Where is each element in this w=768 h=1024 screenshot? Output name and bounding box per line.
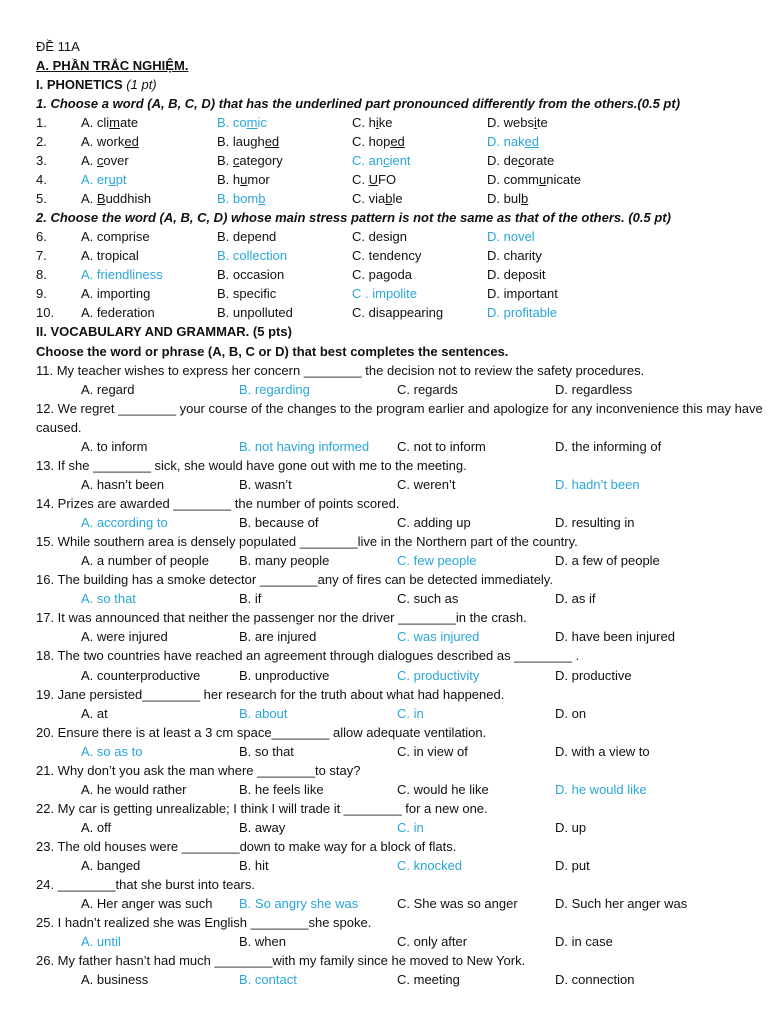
option-a — [81, 189, 151, 208]
underlined-part: b — [385, 191, 393, 207]
option-b — [217, 227, 276, 246]
answer-option: B. wasn’t — [239, 477, 292, 493]
phonetics-row — [36, 113, 766, 132]
answer-option: B. because of — [239, 515, 319, 531]
answer-option: D. a few of people — [555, 553, 660, 569]
answer-option: D. hadn’t been — [555, 477, 640, 493]
question-text: 19. Jane persisted________ her research for the truth about what had happened. — [36, 686, 505, 702]
underlined-part: m — [109, 115, 121, 131]
answer-option: C. in — [397, 705, 424, 721]
option-text-before: B. h — [217, 172, 241, 188]
option-text-before: D. novel — [487, 229, 535, 245]
option-text-before: A. importing — [81, 286, 151, 302]
options-row — [36, 742, 766, 761]
option-text-before: A. federation — [81, 305, 155, 321]
answer-option: C. not to inform — [397, 438, 486, 454]
answer-option: B. he feels like — [239, 781, 324, 797]
option-a — [81, 265, 163, 284]
option-text-before: C. disappearing — [352, 305, 444, 321]
answer-option: A. were injured — [81, 629, 168, 645]
question-text: 22. My car is getting unrealizable; I think I will trade it ________ for a new one. — [36, 800, 488, 816]
answer-option: A. hasn’t been — [81, 477, 165, 493]
option-text-before: D. webs — [487, 115, 534, 131]
option-text-before: D. nak — [487, 134, 525, 150]
option-text-before: D. charity — [487, 248, 542, 264]
answer-option: D. up — [555, 819, 587, 835]
answer-option: A. banged — [81, 857, 141, 873]
option-text-before: C. tendency — [352, 248, 422, 264]
option-c — [352, 246, 421, 265]
vocabulary-heading: II. VOCABULARY AND GRAMMAR. (5 pts) — [36, 324, 292, 340]
option-b — [217, 151, 283, 170]
answer-option: D. in case — [555, 934, 613, 950]
option-a — [81, 151, 129, 170]
underlined-part: i — [375, 115, 379, 131]
option-b — [217, 303, 293, 322]
question-text: 17. It was announced that neither the passenger nor the driver ________in the crash. — [36, 610, 527, 626]
phonetics-title: I. PHONETICS — [36, 77, 127, 93]
option-text-before: C. an — [352, 153, 384, 169]
underlined-part: b — [520, 191, 529, 207]
underlined-part: ed — [524, 134, 540, 150]
answer-option: C. She was so anger — [397, 896, 518, 912]
options-row — [36, 856, 766, 875]
option-b — [217, 246, 287, 265]
question-number: 5. — [36, 191, 47, 207]
option-d — [487, 227, 535, 246]
answer-option: A. according to — [81, 515, 168, 531]
answer-option: B. not having informed — [239, 438, 370, 454]
answer-option: D. productive — [555, 667, 632, 683]
answer-option: D. put — [555, 857, 590, 873]
underlined-part: c — [518, 153, 525, 169]
answer-option: A. regard — [81, 381, 135, 397]
option-text-before: A. tropical — [81, 248, 139, 264]
option-c — [352, 227, 407, 246]
option-b — [217, 170, 270, 189]
option-d — [487, 189, 528, 208]
question-text: 11. My teacher wishes to express her concern ________ the decision not to review the safety procedures. — [36, 362, 645, 378]
options-row — [36, 380, 766, 399]
phonetics-q1-instruction: 1. Choose a word (A, B, C, D) that has the underlined part pronounced differently from the others.(0.5 pt) — [36, 96, 681, 112]
question-number: 1. — [36, 115, 47, 131]
stress-rows — [36, 227, 766, 322]
question-number: 6. — [36, 229, 47, 245]
options-row — [36, 437, 766, 456]
part-a-title: A. PHẦN TRẮC NGHIỆM. — [36, 58, 189, 74]
underlined-part: m — [246, 115, 258, 131]
option-text-after: orate — [524, 153, 555, 169]
option-a — [81, 246, 139, 265]
phonetics-row — [36, 265, 766, 284]
underlined-part: ed — [390, 134, 405, 150]
option-c — [352, 284, 417, 303]
options-row — [36, 666, 766, 685]
option-text-before: D. deposit — [487, 267, 546, 283]
answer-option: C. productivity — [397, 667, 480, 683]
option-c — [352, 170, 396, 189]
answer-option: B. so that — [239, 743, 294, 759]
question-text: 12. We regret ________ your course of the changes to the program earlier and apologize for any inconvenience this may have caused. — [36, 400, 763, 435]
option-text-before: C. pagoda — [352, 267, 412, 283]
option-d — [487, 151, 554, 170]
option-a — [81, 227, 150, 246]
option-text-before: C. hop — [352, 134, 391, 150]
option-d — [487, 303, 557, 322]
option-text-before: C . impolite — [352, 286, 418, 302]
underlined-part: u — [240, 172, 248, 188]
underlined-part: b — [258, 191, 266, 207]
option-b — [217, 189, 265, 208]
option-text-before: D. important — [487, 286, 558, 302]
answer-option: B. about — [239, 705, 288, 721]
option-d — [487, 132, 539, 151]
option-text-before: A. friendliness — [81, 267, 163, 283]
answer-option: B. hit — [239, 857, 269, 873]
option-text-before: A. — [81, 153, 97, 169]
answer-option: C. only after — [397, 934, 468, 950]
options-row — [36, 475, 766, 494]
answer-option: B. So angry she was — [239, 896, 359, 912]
phonetics-row — [36, 151, 766, 170]
question-text: 24. ________that she burst into tears. — [36, 876, 255, 892]
option-b — [217, 265, 284, 284]
answer-option: A. off — [81, 819, 112, 835]
option-d — [487, 246, 542, 265]
answer-option: C. was injured — [397, 629, 480, 645]
options-row — [36, 627, 766, 646]
option-text-before: D. comm — [487, 172, 539, 188]
options-row — [36, 818, 766, 837]
option-text-before: D. bul — [487, 191, 521, 207]
underlined-part: c — [383, 153, 390, 169]
option-text-after: ate — [120, 115, 139, 131]
option-a — [81, 170, 127, 189]
option-text-before: B. bom — [217, 191, 259, 207]
options-row — [36, 970, 766, 989]
question-text: 18. The two countries have reached an agreement through dialogues described as ________ . — [36, 648, 580, 664]
option-c — [352, 132, 405, 151]
underlined-part: B — [96, 191, 106, 207]
phonetics-row — [36, 227, 766, 246]
options-row — [36, 932, 766, 951]
option-a — [81, 303, 155, 322]
option-b — [217, 113, 267, 132]
options-row — [36, 513, 766, 532]
answer-option: B. away — [239, 819, 286, 835]
answer-option: D. he would like — [555, 781, 647, 797]
answer-option: C. knocked — [397, 857, 463, 873]
option-text-before: D. de — [487, 153, 519, 169]
option-d — [487, 265, 546, 284]
option-c — [352, 113, 392, 132]
answer-option: D. Such her anger was — [555, 896, 688, 912]
option-text-after: nicate — [546, 172, 581, 188]
option-text-after: ic — [257, 115, 267, 131]
underlined-part: c — [96, 153, 104, 169]
answer-option: A. to inform — [81, 438, 148, 454]
question-number: 2. — [36, 134, 47, 150]
answer-option: C. meeting — [397, 972, 460, 988]
option-text-after: over — [103, 153, 129, 169]
question-text: 23. The old houses were ________down to make way for a block of flats. — [36, 838, 457, 854]
option-b — [217, 284, 276, 303]
phonetics-row — [36, 246, 766, 265]
options-row — [36, 780, 766, 799]
option-d — [487, 284, 558, 303]
option-text-after: ategory — [239, 153, 283, 169]
question-number: 8. — [36, 267, 47, 283]
option-text-before: B. specific — [217, 286, 277, 302]
phonetics-heading — [36, 75, 766, 94]
option-text-before: B. laugh — [217, 134, 265, 150]
exam-code: ĐỀ 11A — [36, 39, 80, 54]
phonetics-row — [36, 284, 766, 303]
answer-option: B. regarding — [239, 381, 310, 397]
option-c — [352, 265, 412, 284]
option-c — [352, 303, 443, 322]
underlined-part: c — [232, 153, 240, 169]
option-text-after: le — [392, 191, 403, 207]
answer-option: A. Her anger was such — [81, 896, 213, 912]
question-text: 21. Why don’t you ask the man where ________to stay? — [36, 762, 361, 778]
option-text-before: B. collection — [217, 248, 288, 264]
option-a — [81, 132, 139, 151]
question-number: 4. — [36, 172, 47, 188]
option-text-before: A. — [81, 191, 97, 207]
question-number: 9. — [36, 286, 47, 302]
question-number: 3. — [36, 153, 47, 169]
vocabulary-questions — [36, 361, 766, 990]
answer-option: C. in view of — [397, 743, 468, 759]
underlined-part: u — [108, 172, 116, 188]
phonetics-row — [36, 189, 766, 208]
answer-option: A. counterproductive — [81, 667, 201, 683]
question-text: 15. While southern area is densely populated ________live in the Northern part of the country. — [36, 534, 578, 550]
question-text: 20. Ensure there is at least a 3 cm space________ allow adequate ventilation. — [36, 724, 487, 740]
options-row — [36, 704, 766, 723]
option-text-before: A. er — [81, 172, 109, 188]
question-text: 25. I hadn’t realized she was English ________she spoke. — [36, 915, 372, 931]
answer-option: B. many people — [239, 553, 330, 569]
underlined-part: u — [539, 172, 547, 188]
underlined-part: i — [533, 115, 537, 131]
option-text-before: B. co — [217, 115, 247, 131]
answer-option: A. so as to — [81, 743, 143, 759]
option-text-after: uddhish — [105, 191, 152, 207]
option-b — [217, 132, 279, 151]
option-text-after: pt — [115, 172, 127, 188]
option-text-after: ke — [378, 115, 393, 131]
answer-option: B. are injured — [239, 629, 317, 645]
answer-option: D. on — [555, 705, 587, 721]
option-text-after: FO — [378, 172, 397, 188]
options-row — [36, 551, 766, 570]
question-number: 7. — [36, 248, 47, 264]
option-text-after: mor — [247, 172, 270, 188]
option-text-before: B. depend — [217, 229, 277, 245]
option-text-before: C. design — [352, 229, 407, 245]
phonetics-row — [36, 132, 766, 151]
underlined-part: ed — [264, 134, 280, 150]
answer-option: C. few people — [397, 553, 477, 569]
option-text-before: D. profitable — [487, 305, 558, 321]
option-text-before: B. occasion — [217, 267, 285, 283]
answer-option: D. regardless — [555, 381, 633, 397]
question-text: 26. My father hasn’t had much ________with my family since he moved to New York. — [36, 953, 526, 969]
option-c — [352, 151, 411, 170]
option-text-before: C. h — [352, 115, 376, 131]
answer-option: D. the informing of — [555, 438, 662, 454]
answer-option: C. would he like — [397, 781, 489, 797]
answer-option: C. weren’t — [397, 477, 456, 493]
answer-option: D. have been injured — [555, 629, 675, 645]
answer-option: A. a number of people — [81, 553, 209, 569]
option-text-before: A. work — [81, 134, 125, 150]
question-text: 14. Prizes are awarded ________ the number of points scored. — [36, 496, 400, 512]
option-d — [487, 170, 581, 189]
phonetics-q2-instruction: 2. Choose the word (A, B, C, D) whose main stress pattern is not the same as that of the others. (0.5 pt) — [36, 210, 671, 226]
answer-option: C. adding up — [397, 515, 471, 531]
option-d — [487, 113, 548, 132]
answer-option: A. at — [81, 705, 108, 721]
answer-option: B. if — [239, 591, 262, 607]
option-a — [81, 284, 150, 303]
option-text-before: A. comprise — [81, 229, 150, 245]
answer-option: B. when — [239, 934, 286, 950]
worksheet-page — [36, 37, 766, 989]
phonetics-points: (1 pt) — [126, 77, 157, 93]
question-text: 13. If she ________ sick, she would have gone out with me to the meeting. — [36, 457, 467, 473]
pronunciation-rows — [36, 113, 766, 208]
vocabulary-instruction: Choose the word or phrase (A, B, C or D) that best completes the sentences. — [36, 343, 509, 359]
option-text-after: te — [536, 115, 548, 131]
answer-option: D. connection — [555, 972, 635, 988]
answer-option: A. business — [81, 972, 149, 988]
option-text-before: B. unpolluted — [217, 305, 293, 321]
option-text-before: A. cli — [81, 115, 110, 131]
question-text: 16. The building has a smoke detector ________any of fires can be detected immediately. — [36, 572, 553, 588]
option-text-after: ient — [389, 153, 411, 169]
phonetics-row — [36, 303, 766, 322]
answer-option: A. so that — [81, 591, 136, 607]
answer-option: A. he would rather — [81, 781, 187, 797]
option-c — [352, 189, 403, 208]
answer-option: B. unproductive — [239, 667, 330, 683]
option-text-before: C. via — [352, 191, 386, 207]
answer-option: B. contact — [239, 972, 297, 988]
answer-option: A. until — [81, 934, 121, 950]
underlined-part: ed — [124, 134, 139, 150]
options-row — [36, 589, 766, 608]
answer-option: C. in — [397, 819, 424, 835]
answer-option: C. regards — [397, 381, 458, 397]
option-text-before: C. — [352, 172, 369, 188]
phonetics-row — [36, 170, 766, 189]
option-a — [81, 113, 138, 132]
answer-option: D. resulting in — [555, 515, 635, 531]
answer-option: D. as if — [555, 591, 596, 607]
underlined-part: U — [368, 172, 379, 188]
answer-option: C. such as — [397, 591, 459, 607]
option-text-before: B. — [217, 153, 233, 169]
question-number: 10. — [36, 305, 55, 321]
answer-option: D. with a view to — [555, 743, 650, 759]
options-row — [36, 894, 766, 913]
